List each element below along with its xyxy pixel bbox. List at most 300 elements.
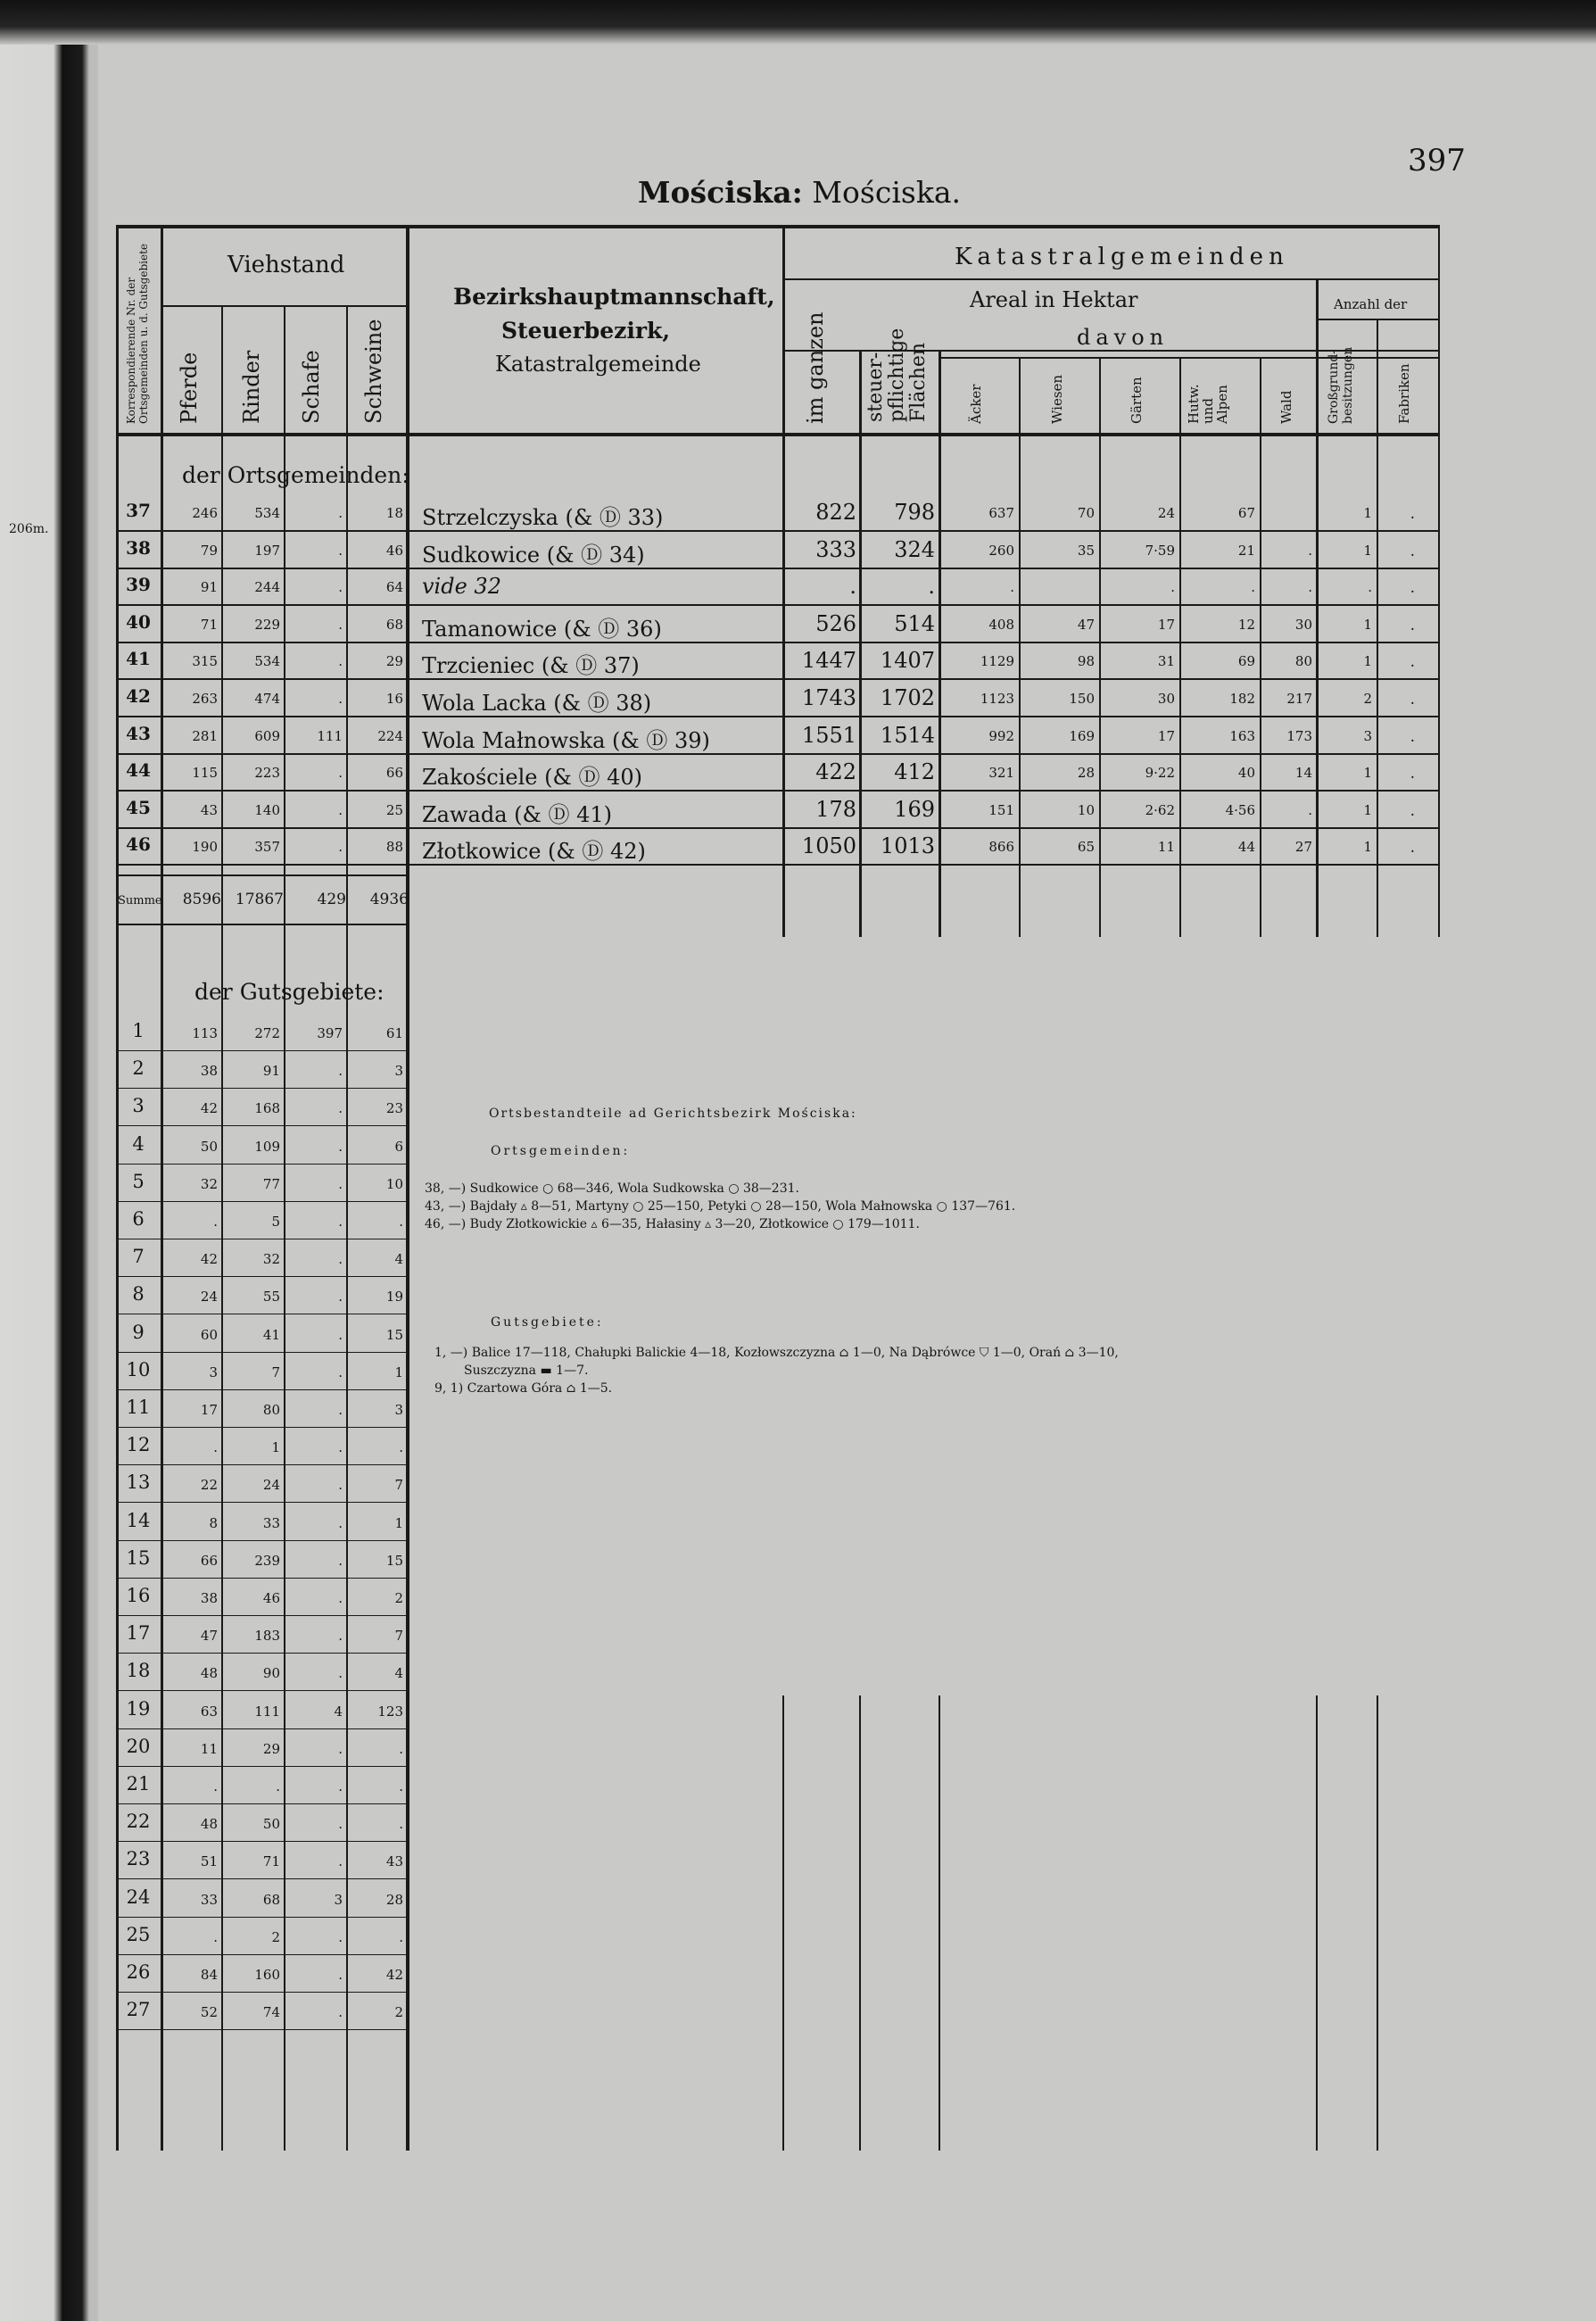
cell-rinder: 32 [262,1251,280,1268]
row-number: 15 [126,1546,151,1569]
cell-fabriken: . [1410,579,1415,598]
cell-schafe: . [338,653,343,670]
header-im-ganzen: im ganzen [803,311,828,424]
cell-acker: 866 [988,839,1014,856]
header-steuer: steuer-pflichtige Flächen [864,327,930,422]
cell-wald: 80 [1294,653,1312,670]
row-number: 46 [126,833,151,856]
row-separator [116,1201,406,1202]
cell-wald: 30 [1294,616,1312,633]
cell-pferde: 17 [200,1402,218,1418]
cell-wald: 27 [1294,839,1312,856]
cell-pferde: 113 [192,1025,218,1041]
cell-grossgrund: 1 [1363,542,1372,559]
cell-hutweiden: 163 [1229,727,1255,744]
row-number: 43 [126,722,151,744]
header-wiesen: Wiesen [1049,374,1065,424]
row-separator [116,1803,406,1804]
header-wald: Wald [1278,390,1294,424]
cell-rinder: 111 [254,1703,280,1720]
row-number: 20 [126,1735,151,1757]
row-separator [116,790,1438,792]
cell-pferde: 84 [200,1967,218,1983]
summe-label: Summe [118,894,162,908]
cell-pferde: 8 [209,1514,218,1531]
cell-schafe: . [338,1967,343,1983]
cell-rinder: 77 [262,1175,280,1192]
cell-pferde: 91 [200,579,218,596]
notes-guts-heading: Gutsgebiete: [491,1315,604,1330]
grid-line-v [1438,225,1440,937]
grid-line-v [782,1695,784,2151]
cell-schweine: 4 [394,1665,403,1682]
top-shadow [0,0,1596,45]
cell-schafe: . [338,579,343,596]
cell-schafe: . [338,616,343,633]
cell-acker: 260 [988,542,1014,559]
cell-schweine: . [399,1928,403,1945]
cell-grossgrund: . [1368,579,1372,596]
row-separator [116,1653,406,1654]
row-separator [116,642,1438,643]
row-separator [116,1164,406,1165]
cell-katastralgemeinde: Zawada (& Ⓓ 41) [422,801,613,827]
cell-schweine: 1 [394,1514,403,1531]
row-number: 12 [126,1434,151,1456]
cell-rinder: 80 [262,1402,280,1418]
cell-rinder: 272 [254,1025,280,1041]
row-number: 16 [126,1585,151,1606]
cell-wiesen: 47 [1077,616,1095,633]
cell-rinder: 91 [262,1063,280,1080]
cell-schafe: . [338,839,343,856]
cell-schafe: . [338,1552,343,1569]
cell-rinder: 534 [254,505,280,521]
cell-rinder: 50 [262,1816,280,1833]
cell-rinder: 357 [254,839,280,856]
cell-wiesen: 150 [1069,691,1095,707]
cell-schweine: 3 [394,1402,403,1418]
cell-pferde: 263 [192,691,218,707]
cell-schweine: 46 [385,542,403,559]
header-correspond: Korrespondierende Nr. der Ortsgemeinden u. d. Gutsgebiete [125,243,150,424]
row-number: 39 [126,574,151,596]
header-schweine: Schweine [361,319,386,424]
cell-im-ganzen: 178 [815,796,856,822]
cell-im-ganzen: 1050 [801,833,856,859]
row-number: 37 [126,500,151,521]
cell-pferde: 51 [200,1853,218,1870]
row-number: 23 [126,1848,151,1870]
row-separator [116,1690,406,1691]
cell-pferde: 38 [200,1063,218,1080]
cell-wald: 14 [1294,765,1312,782]
cell-rinder: 74 [262,2004,280,2021]
row-separator [116,1050,406,1051]
header-fabriken: Fabriken [1396,363,1412,424]
cell-schafe: . [338,1439,343,1456]
row-separator [116,678,1438,680]
cell-gaerten: 2·62 [1145,801,1175,818]
cell-schafe: . [338,1928,343,1945]
header-hutw: Hutw. und Alpen [1186,384,1230,424]
cell-acker: 151 [988,801,1014,818]
cell-schweine: 43 [385,1853,403,1870]
row-number: 22 [126,1811,151,1833]
row-number: 17 [126,1622,151,1645]
row-separator [116,1841,406,1842]
cell-schafe: . [338,1628,343,1645]
cell-hutweiden: 44 [1237,839,1255,856]
cell-rinder: . [276,1778,280,1795]
cell-schweine: 88 [385,839,403,856]
page-title-bold: Mościska: [638,175,803,210]
cell-schafe: 397 [317,1025,343,1041]
section-guts: der Gutsgebiete: [194,979,385,1005]
row-separator [116,1088,406,1089]
grid-line-v [1316,1695,1318,2151]
cell-schweine: 19 [385,1289,403,1306]
cell-pferde: 32 [200,1175,218,1192]
cell-grossgrund: 2 [1363,691,1372,707]
row-number: 5 [132,1170,145,1192]
cell-schweine: . [399,1740,403,1757]
cell-schweine: 7 [394,1628,403,1645]
row-separator [116,716,1438,717]
cell-schafe: . [338,1740,343,1757]
cell-schafe: . [338,765,343,782]
cell-rinder: 160 [254,1967,280,1983]
header-viehstand: Viehstand [227,252,345,278]
cell-schweine: 2 [394,1590,403,1606]
cell-steuerpflichtig: 1407 [880,648,935,674]
cell-pferde: 60 [200,1326,218,1343]
cell-schweine: . [399,1214,403,1230]
row-separator [116,1878,406,1879]
cell-im-ganzen: 822 [815,500,856,525]
cell-rinder: 140 [254,801,280,818]
cell-grossgrund: 1 [1363,801,1372,818]
page-number: 397 [1408,143,1466,178]
cell-pferde: 33 [200,1891,218,1908]
cell-schweine: 42 [385,1967,403,1983]
cell-hutweiden: 21 [1237,542,1255,559]
cell-steuerpflichtig: . [928,574,935,600]
cell-schafe: . [338,1402,343,1418]
cell-schafe: . [338,1853,343,1870]
cell-rinder: 1 [271,1439,280,1456]
grid-line-v [1019,357,1021,937]
cell-steuerpflichtig: 514 [894,610,935,636]
cell-grossgrund: 1 [1363,505,1372,521]
cell-fabriken: . [1410,691,1415,709]
cell-schafe: . [338,1364,343,1380]
cell-rinder: 534 [254,653,280,670]
cell-steuerpflichtig: 1514 [880,722,935,748]
row-separator [116,1427,406,1428]
row-number: 2 [132,1057,145,1080]
cell-schweine: 6 [394,1138,403,1155]
cell-schweine: 28 [385,1891,403,1908]
cell-fabriken: . [1410,765,1415,783]
summe-schweine: 4936 [369,891,409,908]
row-separator [116,1502,406,1503]
row-number: 7 [132,1246,145,1268]
header-bezirk-1: Bezirkshauptmannschaft, [453,284,775,310]
grid-line-h [116,433,1438,436]
cell-pferde: . [213,1439,218,1456]
cell-wald: 173 [1286,727,1312,744]
row-separator [116,1578,406,1579]
cell-hutweiden: 182 [1229,691,1255,707]
cell-schweine: 18 [385,505,403,521]
cell-pferde: . [213,1214,218,1230]
cell-schafe: . [338,1816,343,1833]
row-separator [116,1389,406,1390]
cell-rinder: 33 [262,1514,280,1531]
cell-wiesen: 65 [1077,839,1095,856]
cell-gaerten: 7·59 [1145,542,1175,559]
cell-pferde: 79 [200,542,218,559]
cell-acker: 637 [988,505,1014,521]
cell-acker: 1129 [980,653,1014,670]
cell-wald: . [1308,542,1312,559]
cell-wiesen: 169 [1069,727,1095,744]
row-separator [116,827,1438,829]
cell-katastralgemeinde: Zakościele (& Ⓓ 40) [422,765,643,791]
cell-pferde: 43 [200,801,218,818]
cell-pferde: . [213,1778,218,1795]
cell-schafe: . [338,801,343,818]
row-number: 41 [126,648,151,670]
row-separator [116,604,1438,606]
row-number: 19 [126,1697,151,1720]
cell-fabriken: . [1410,505,1415,523]
cell-schweine: 66 [385,765,403,782]
cell-schweine: 16 [385,691,403,707]
row-number: 21 [126,1773,151,1795]
row-number: 10 [126,1358,151,1380]
cell-pferde: 71 [200,616,218,633]
cell-schweine: 3 [394,1063,403,1080]
binding-shadow [0,0,98,2321]
grid-line-h [116,225,1438,228]
cell-rinder: 229 [254,616,280,633]
cell-rinder: 183 [254,1628,280,1645]
cell-schafe: 4 [334,1703,343,1720]
cell-steuerpflichtig: 412 [894,759,935,785]
row-separator [116,530,1438,532]
cell-schweine: 10 [385,1175,403,1192]
row-number: 44 [126,759,151,782]
cell-schafe: . [338,505,343,521]
cell-grossgrund: 1 [1363,653,1372,670]
cell-schafe: . [338,2004,343,2021]
grid-line-v [1099,357,1101,937]
cell-rinder: 71 [262,1853,280,1870]
cell-schafe: . [338,1063,343,1080]
cell-steuerpflichtig: 169 [894,796,935,822]
header-schafe: Schafe [299,350,324,424]
cell-schafe: 111 [317,727,343,744]
cell-acker: 1123 [980,691,1014,707]
row-separator [116,1615,406,1616]
cell-hutweiden: 40 [1237,765,1255,782]
notes-heading: Ortsbestandteile ad Gerichtsbezirk Mościska: [489,1107,857,1121]
cell-pferde: 50 [200,1138,218,1155]
header-rinder: Rinder [239,350,264,424]
notes-orts-line-3: 46, —) Budy Złotkowickie ▵ 6—35, Hałasiny ▵ 3—20, Złotkowice ○ 179—1011. [425,1217,920,1231]
cell-pferde: 38 [200,1590,218,1606]
cell-schweine: . [399,1816,403,1833]
cell-im-ganzen: 333 [815,536,856,562]
cell-fabriken: . [1410,542,1415,560]
cell-pferde: 315 [192,653,218,670]
cell-acker: . [1010,579,1014,596]
grid-line-h [941,357,1438,359]
row-separator [116,1125,406,1126]
cell-im-ganzen: 1551 [801,722,856,748]
cell-schweine: 68 [385,616,403,633]
row-number: 6 [132,1208,145,1230]
cell-acker: 992 [988,727,1014,744]
grid-line-v [1179,357,1181,937]
cell-wiesen: 35 [1077,542,1095,559]
cell-schafe: . [338,1100,343,1117]
cell-rinder: 90 [262,1665,280,1682]
cell-schafe: . [338,691,343,707]
cell-im-ganzen: . [849,574,856,600]
cell-hutweiden: 4·56 [1225,801,1255,818]
cell-pferde: 11 [200,1740,218,1757]
grid-line-v [1316,278,1319,937]
cell-steuerpflichtig: 1702 [880,685,935,710]
cell-im-ganzen: 1447 [801,648,856,674]
page-title-rest: Mościska. [812,175,961,210]
cell-wald: 217 [1286,691,1312,707]
notes-guts-line-2: Suszczyzna ▬ 1—7. [464,1364,589,1378]
summe-rinder: 17867 [235,891,284,908]
cell-rinder: 109 [254,1138,280,1155]
cell-schweine: . [399,1439,403,1456]
cell-schafe: . [338,1477,343,1494]
cell-schafe: . [338,1214,343,1230]
cell-schweine: . [399,1778,403,1795]
cell-wiesen: 28 [1077,765,1095,782]
cell-grossgrund: 1 [1363,616,1372,633]
cell-schafe: . [338,1251,343,1268]
row-separator [116,753,1438,755]
cell-katastralgemeinde: Wola Małnowska (& Ⓓ 39) [422,727,710,753]
cell-pferde: 22 [200,1477,218,1494]
cell-steuerpflichtig: 1013 [880,833,935,859]
cell-schweine: 1 [394,1364,403,1380]
header-acker: Äcker [968,384,984,424]
row-number: 14 [126,1509,151,1531]
cell-pferde: 42 [200,1100,218,1117]
cell-schweine: 2 [394,2004,403,2021]
summe-pferde: 8596 [182,891,221,908]
cell-katastralgemeinde: Strzelczyska (& Ⓓ 33) [422,505,664,530]
cell-pferde: 47 [200,1628,218,1645]
cell-pferde: 42 [200,1251,218,1268]
header-anzahl: Anzahl der [1334,296,1408,312]
cell-schweine: 123 [377,1703,403,1720]
cell-gaerten: 11 [1157,839,1175,856]
cell-katastralgemeinde: Sudkowice (& Ⓓ 34) [422,542,645,568]
cell-rinder: 24 [262,1477,280,1494]
cell-gaerten: 30 [1157,691,1175,707]
cell-rinder: 46 [262,1590,280,1606]
cell-schweine: 224 [377,727,403,744]
row-number: 1 [132,1020,145,1041]
row-number: 3 [132,1095,145,1117]
row-number: 40 [126,610,151,633]
cell-katastralgemeinde: Trzcieniec (& Ⓓ 37) [422,653,640,679]
cell-fabriken: . [1410,839,1415,858]
cell-rinder: 29 [262,1740,280,1757]
cell-im-ganzen: 422 [815,759,856,785]
cell-im-ganzen: 526 [815,610,856,636]
grid-line-h [782,278,1438,280]
cell-schweine: 23 [385,1100,403,1117]
row-number: 42 [126,685,151,707]
cell-pferde: 246 [192,505,218,521]
row-separator [116,1766,406,1767]
cell-acker: 408 [988,616,1014,633]
cell-pferde: 52 [200,2004,218,2021]
cell-pferde: 63 [200,1703,218,1720]
grid-line-h [116,875,406,876]
cell-rinder: 68 [262,1891,280,1908]
cell-gaerten: 17 [1157,727,1175,744]
summe-schafe: 429 [317,891,346,908]
row-separator [116,1992,406,1993]
cell-katastralgemeinde: Złotkowice (& Ⓓ 42) [422,839,646,865]
cell-grossgrund: 1 [1363,765,1372,782]
cell-schafe: . [338,1138,343,1155]
cell-pferde: 48 [200,1665,218,1682]
cell-wald: . [1308,801,1312,818]
cell-rinder: 223 [254,765,280,782]
cell-acker: 321 [988,765,1014,782]
header-areal: Areal in Hektar [970,287,1138,312]
cell-rinder: 7 [271,1364,280,1380]
cell-schafe: 3 [334,1891,343,1908]
cell-katastralgemeinde: Tamanowice (& Ⓓ 36) [422,616,662,642]
cell-gaerten: 31 [1157,653,1175,670]
cell-pferde: 3 [209,1364,218,1380]
cell-fabriken: . [1410,616,1415,634]
grid-line-v [406,225,409,2151]
cell-gaerten: 9·22 [1145,765,1175,782]
cell-schafe: . [338,542,343,559]
cell-wald: . [1308,579,1312,596]
cell-schweine: 7 [394,1477,403,1494]
cell-schweine: 4 [394,1251,403,1268]
cell-im-ganzen: 1743 [801,685,856,710]
header-pferde: Pferde [177,352,202,424]
grid-line-v [1377,1695,1378,2151]
cell-pferde: . [213,1928,218,1945]
cell-schweine: 64 [385,579,403,596]
cell-schafe: . [338,1665,343,1682]
cell-gaerten: 17 [1157,616,1175,633]
cell-katastralgemeinde: Wola Lacka (& Ⓓ 38) [422,691,652,716]
header-katastral: Katastralgemeinden [955,244,1289,270]
cell-pferde: 190 [192,839,218,856]
notes-orts-heading: Ortsgemeinden: [491,1144,631,1158]
